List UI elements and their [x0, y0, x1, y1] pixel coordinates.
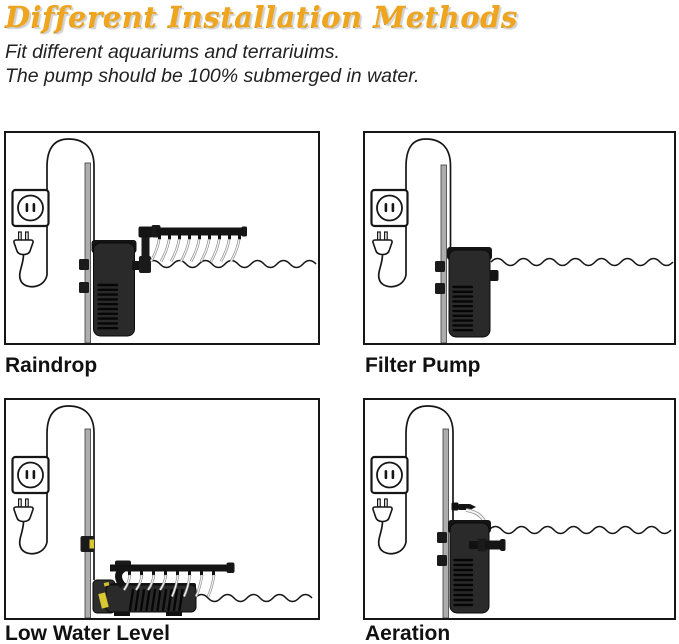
pump-clip	[79, 259, 89, 270]
pump-body	[92, 240, 137, 336]
power-outlet-icon	[13, 457, 49, 493]
mounting-rod	[85, 429, 91, 618]
caption-aeration: Aeration	[365, 622, 451, 644]
spray-bar	[152, 225, 248, 239]
power-plug-icon	[14, 232, 33, 255]
power-outlet-icon	[372, 190, 408, 226]
panel-aeration	[363, 398, 676, 620]
mounting-rod	[441, 165, 447, 343]
outflow-nozzle	[490, 270, 499, 281]
panel-low-water-level	[4, 398, 320, 620]
pump-clip	[437, 555, 447, 566]
pump-clip	[79, 282, 89, 293]
mounting-rod	[443, 429, 449, 618]
page-title: Different Installation Methods	[5, 0, 518, 34]
power-outlet-icon	[372, 457, 408, 493]
aeration-diagram	[365, 400, 674, 618]
power-outlet-icon	[13, 190, 49, 226]
raindrop-diagram	[6, 133, 318, 343]
power-plug-icon	[373, 499, 392, 522]
power-plug-icon	[373, 232, 392, 255]
water-streams	[151, 240, 239, 262]
subtitle-line-2: The pump should be 100% submerged in water.	[5, 64, 420, 87]
filter-pump-diagram	[365, 133, 674, 343]
pump-body	[447, 247, 499, 337]
panel-filter-pump	[363, 131, 676, 345]
air-valve	[452, 503, 477, 511]
water-surface	[489, 527, 671, 534]
caption-low-water-level: Low Water Level	[5, 622, 170, 644]
caption-raindrop: Raindrop	[5, 354, 98, 377]
page-subtitle	[5, 41, 665, 88]
power-plug-icon	[14, 499, 33, 522]
pump-clip	[435, 283, 445, 294]
yellow-label	[90, 540, 95, 549]
mounting-rod	[85, 163, 91, 343]
pump-clip	[435, 261, 445, 272]
water-surface	[195, 595, 312, 602]
pump-body	[448, 520, 491, 613]
pump-body	[93, 580, 196, 616]
caption-filter-pump: Filter Pump	[365, 354, 481, 377]
panel-raindrop	[4, 131, 320, 345]
low-water-level-diagram	[6, 400, 318, 618]
pump-clip	[437, 532, 447, 543]
water-surface	[491, 259, 673, 266]
subtitle-line-1: Fit different aquariums and terrariuims.	[5, 41, 340, 63]
rod-clip	[81, 536, 95, 552]
